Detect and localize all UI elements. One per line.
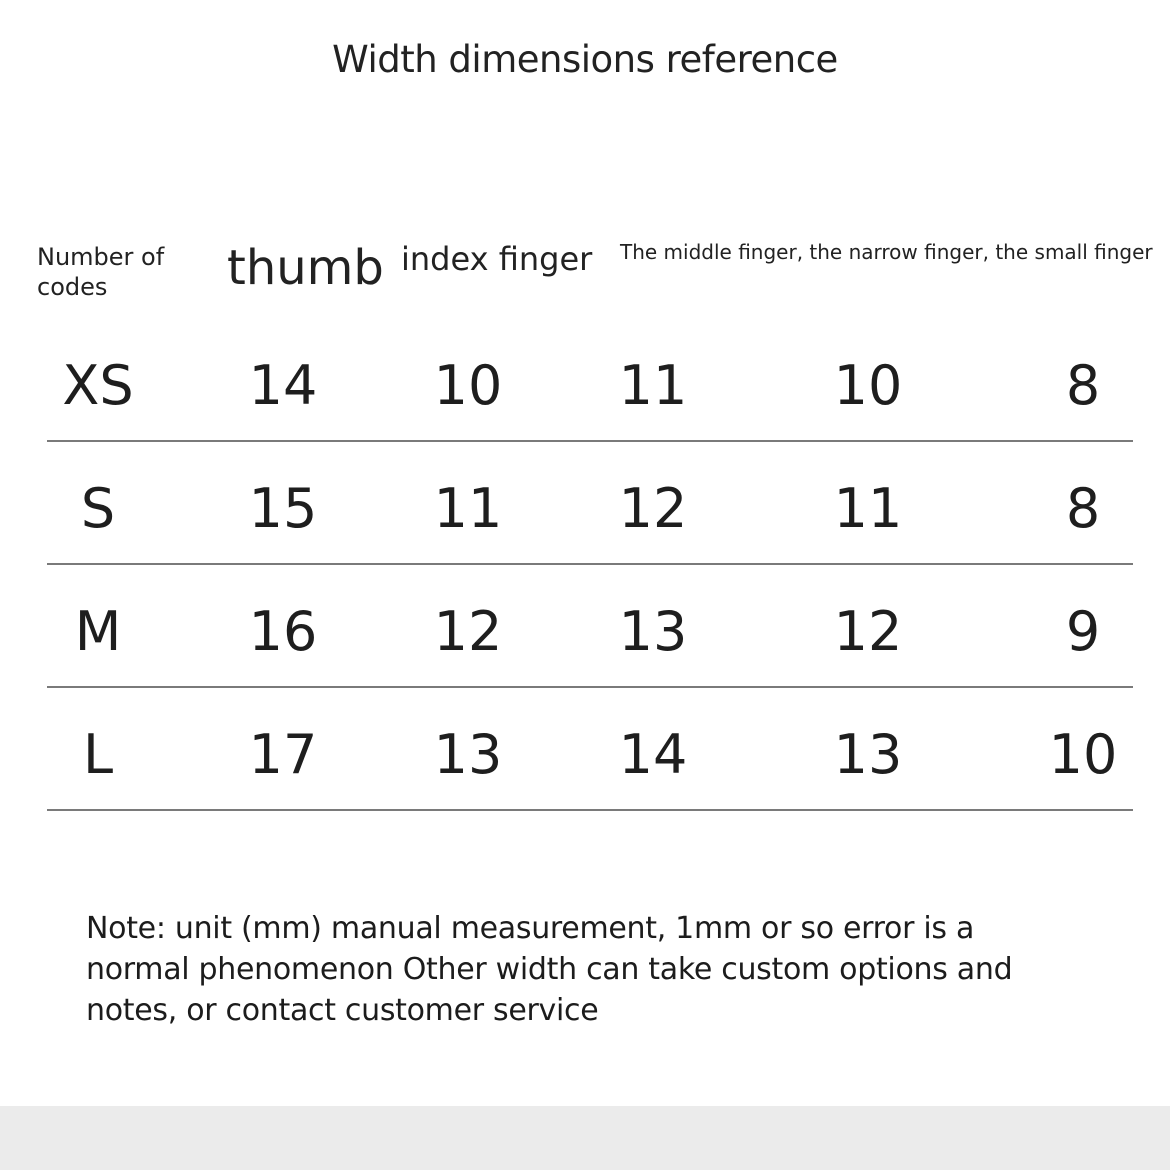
ring-finger-value: 13 bbox=[833, 723, 903, 786]
table-row bbox=[47, 318, 1133, 442]
table-row bbox=[47, 564, 1133, 688]
small-finger-value: 9 bbox=[1065, 600, 1101, 663]
header-index-finger: index finger bbox=[401, 240, 593, 278]
header-thumb: thumb bbox=[227, 240, 384, 296]
middle-finger-value: 13 bbox=[618, 600, 688, 663]
header-number-of-codes: Number of codes bbox=[37, 243, 165, 301]
thumb-value: 16 bbox=[248, 600, 318, 663]
index-finger-value: 10 bbox=[433, 354, 503, 417]
row-divider bbox=[47, 809, 1133, 811]
index-finger-value: 11 bbox=[433, 477, 503, 540]
ring-finger-value: 10 bbox=[833, 354, 903, 417]
ring-finger-value: 12 bbox=[833, 600, 903, 663]
header-other-fingers: The middle finger, the narrow finger, the small finger bbox=[620, 240, 1153, 264]
table-row bbox=[47, 441, 1133, 565]
size-label: M bbox=[74, 600, 122, 663]
small-finger-value: 8 bbox=[1065, 354, 1101, 417]
middle-finger-value: 12 bbox=[618, 477, 688, 540]
middle-finger-value: 11 bbox=[618, 354, 688, 417]
table-row bbox=[47, 687, 1133, 811]
small-finger-value: 8 bbox=[1065, 477, 1101, 540]
footer-band bbox=[0, 1106, 1170, 1170]
ring-finger-value: 11 bbox=[833, 477, 903, 540]
thumb-value: 17 bbox=[248, 723, 318, 786]
middle-finger-value: 14 bbox=[618, 723, 688, 786]
small-finger-value: 10 bbox=[1048, 723, 1118, 786]
thumb-value: 14 bbox=[248, 354, 318, 417]
thumb-value: 15 bbox=[248, 477, 318, 540]
index-finger-value: 13 bbox=[433, 723, 503, 786]
size-label: L bbox=[82, 723, 114, 786]
index-finger-value: 12 bbox=[433, 600, 503, 663]
size-label: XS bbox=[62, 354, 134, 417]
page-title: Width dimensions reference bbox=[332, 38, 838, 81]
size-label: S bbox=[80, 477, 116, 540]
measurement-note: Note: unit (mm) manual measurement, 1mm or so error is a normal phenomenon Other width can take custom options and notes, or contact customer service bbox=[86, 911, 1013, 1028]
